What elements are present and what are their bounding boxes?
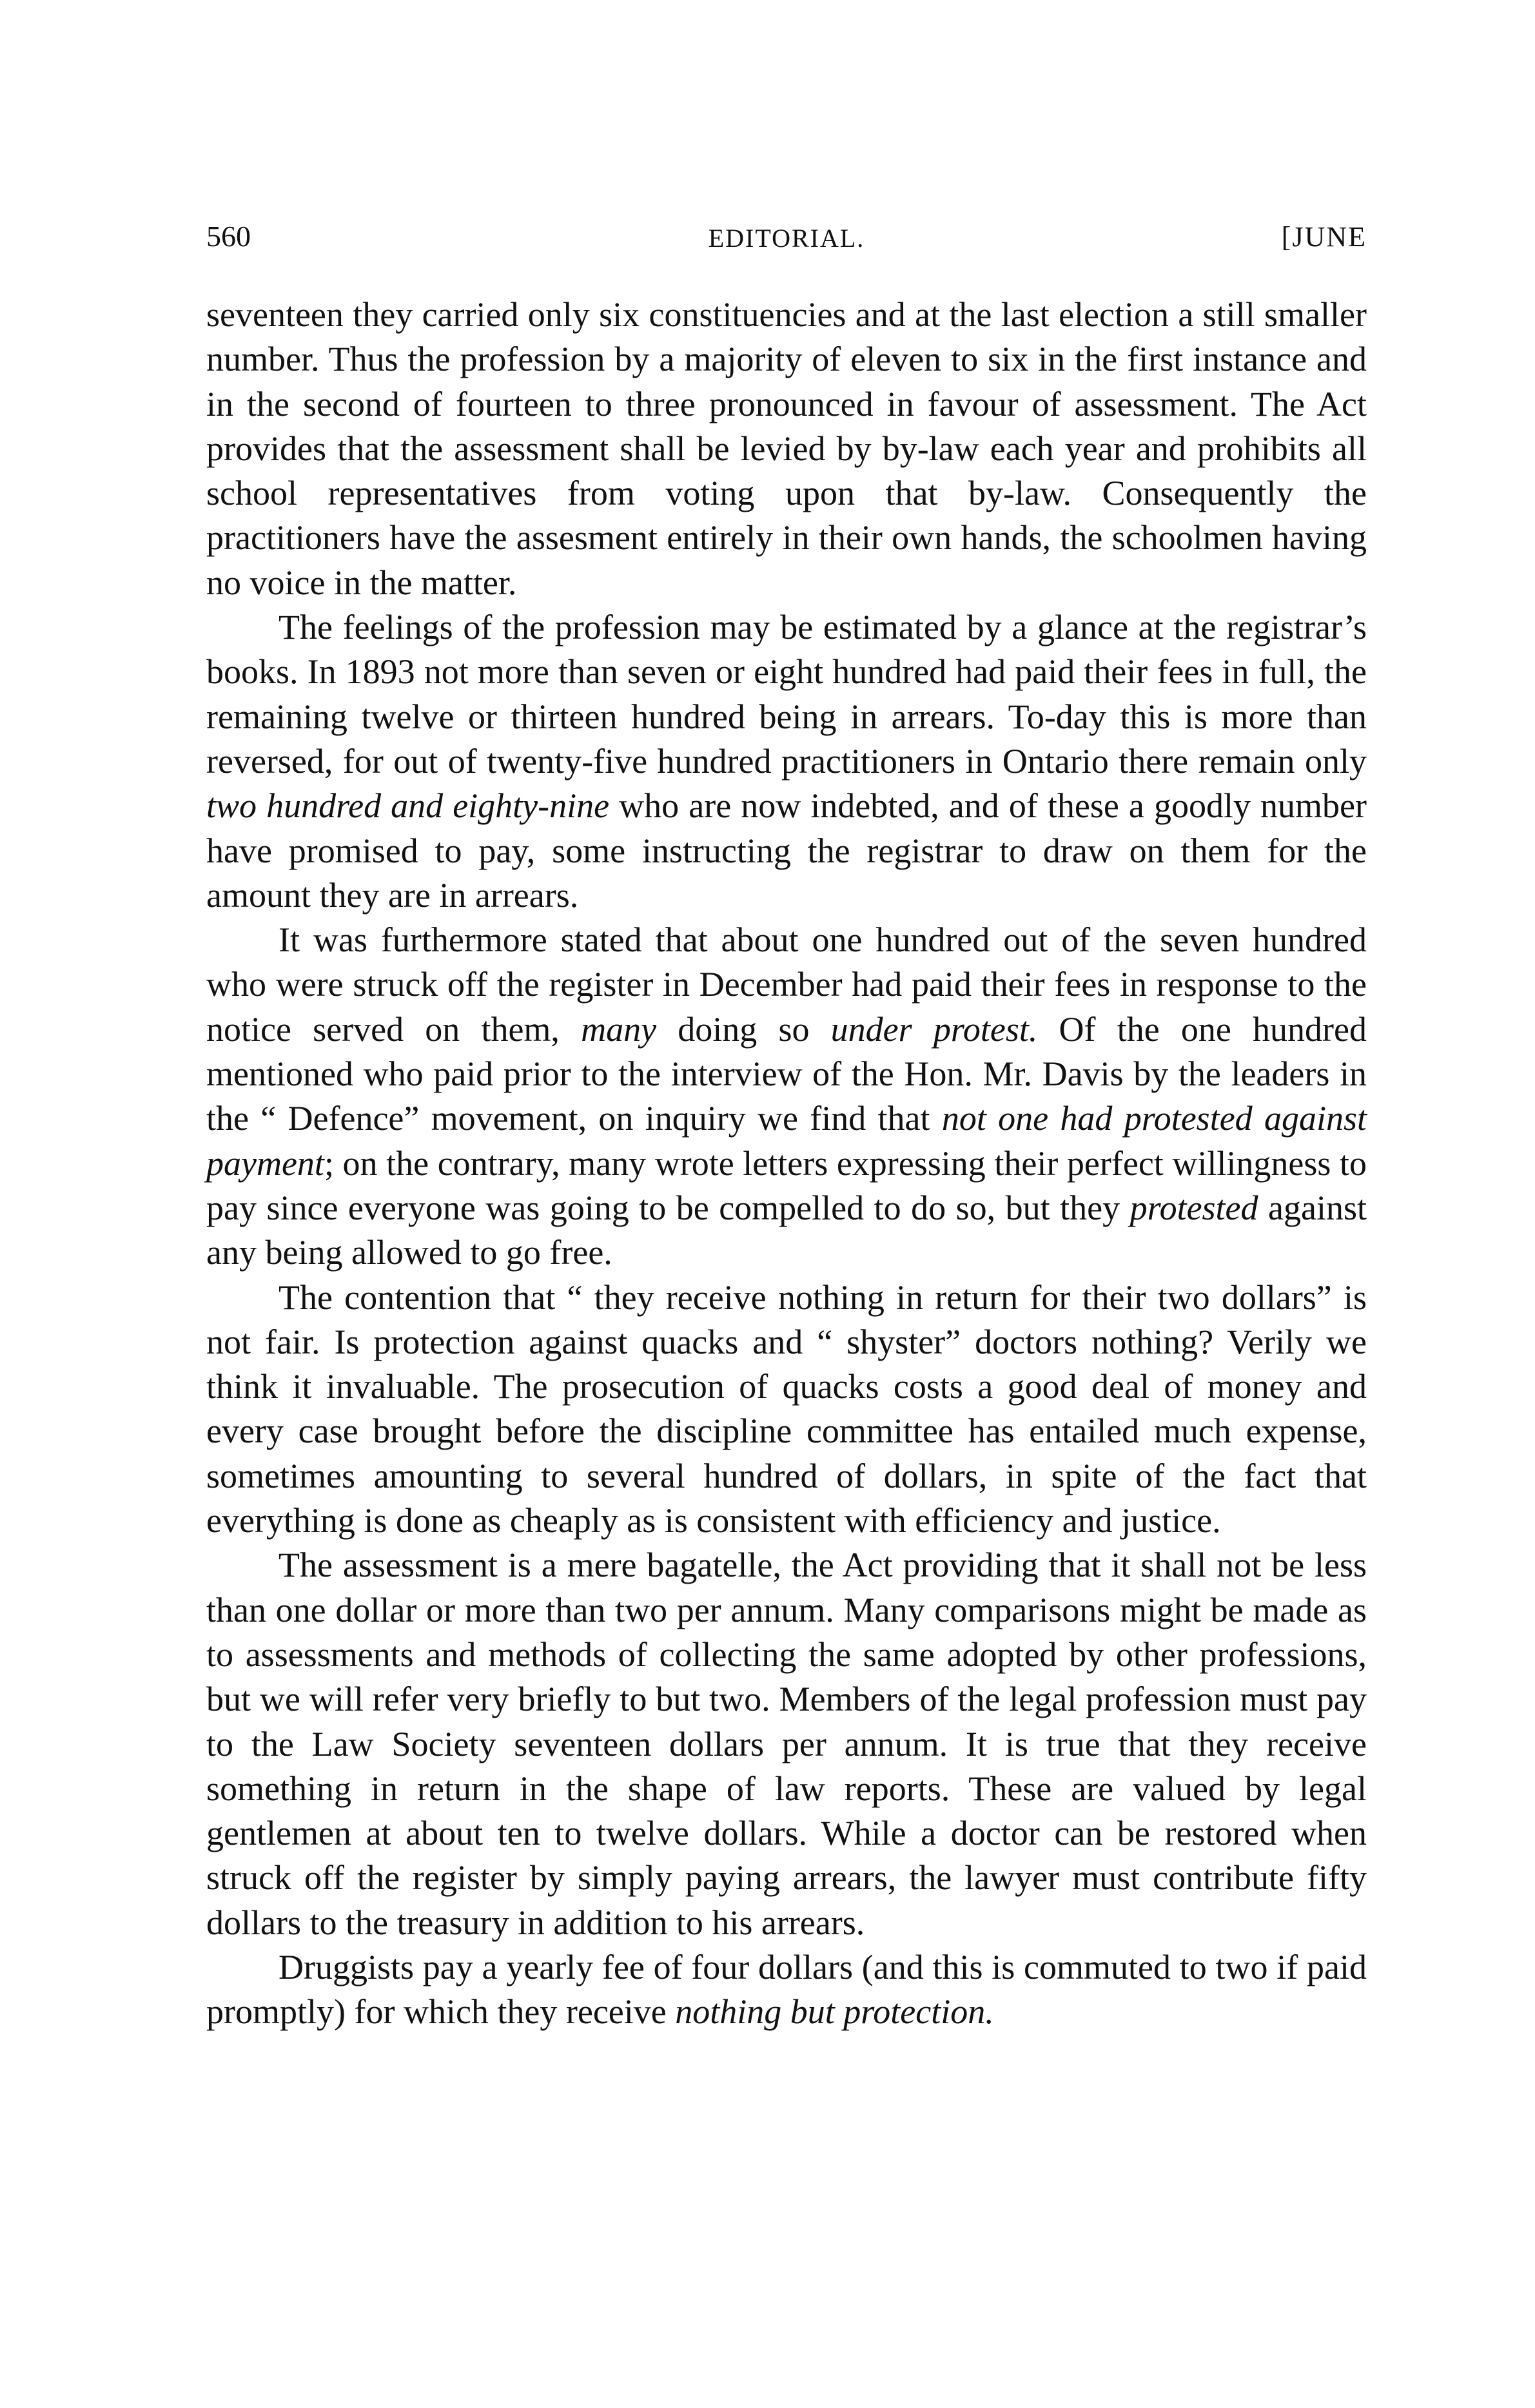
text-run: ; on the contrary, many wrote letters expressing their perfect willingness to pay since everyone was going to be compelled to do so, but they bbox=[206, 1143, 1367, 1227]
italic-text: two hundred and eighty-nine bbox=[206, 786, 610, 826]
italic-text: not one had protested against payment bbox=[206, 1099, 1367, 1183]
italic-text: protested bbox=[1129, 1188, 1258, 1227]
italic-text: under protest. bbox=[830, 1009, 1038, 1049]
text-run: against any being allowed to go free. bbox=[206, 1188, 1367, 1272]
text-run: The assessment is a mere bagatelle, the Act providing that it shall not be less than one dollar or more than two per annum. Many comparisons might be made as to assessments and methods of collecting the same adopted by other professions, but we will refer very briefly to but two. Members of the legal profession must pay to the Law Society seventeen dollars per annum. It is true that they receive something in return in the shape of law reports. These are valued by legal gentlemen at about ten to twelve dollars. While a doctor can be restored when struck off the register by simply paying arrears, the lawyer must contribute fifty dollars to the treasury in addition to his arrears. bbox=[206, 1546, 1367, 1942]
text-run: The feelings of the profession may be estimated by a glance at the registrar’s books. In 1893 not more than seven or eight hundred had paid their fees in full, the remaining twelve or thirteen hundred being in arrears. To-day this is more than reversed, for out of twenty-five hundred practitioners in Ontario there remain only bbox=[206, 608, 1367, 781]
book-page bbox=[206, 219, 1367, 2035]
month-label: [JUNE bbox=[1281, 221, 1367, 253]
running-head bbox=[206, 219, 1367, 264]
paragraph-3 bbox=[206, 918, 1367, 1275]
editorial-body bbox=[206, 293, 1367, 2035]
italic-text: many bbox=[581, 1009, 657, 1049]
text-run: Of the one hundred mentioned who paid prior to the interview of the Hon. Mr. Davis by the leaders in the “ Defence” movement, on inquiry we find that bbox=[206, 1009, 1367, 1138]
paragraph-1 bbox=[206, 293, 1367, 605]
italic-text: nothing but protection. bbox=[675, 1992, 994, 2032]
text-run: doing so bbox=[656, 1009, 831, 1049]
paragraph-5 bbox=[206, 1543, 1367, 1945]
paragraph-6 bbox=[206, 1945, 1367, 2035]
section-title: EDITORIAL. bbox=[708, 224, 865, 253]
text-run: who are now indebted, and of these a goodly number have promised to pay, some instructing the registrar to draw on them for the amount they are in arrears. bbox=[206, 786, 1367, 915]
text-run: It was furthermore stated that about one hundred out of the seven hundred who were struck off the register in December had paid their fees in response to the notice served on them, bbox=[206, 920, 1367, 1049]
paragraph-2 bbox=[206, 605, 1367, 918]
text-run: seventeen they carried only six constituencies and at the last election a still smaller number. Thus the profession by a majority of eleven to six in the first instance and in the second of fourteen to three pronounced in favour of assessment. The Act provides that the assessment shall be levied by by-law each year and prohibits all school representatives from voting upon that by-law. Consequently the practitioners have the assesment entirely in their own hands, the schoolmen having no voice in the matter. bbox=[206, 295, 1367, 602]
text-run: The contention that “ they receive nothing in return for their two dollars” is not fair. Is protection against quacks and “ shyster” doctors nothing? Verily we think it invaluable. The prosecution of quacks costs a good deal of money and every case brought before the discipline committee has entailed much expense, sometimes amounting to several hundred of dollars, in spite of the fact that everything is done as cheaply as is consistent with efficiency and justice. bbox=[206, 1277, 1367, 1540]
page-number: 560 bbox=[206, 220, 251, 253]
paragraph-4 bbox=[206, 1276, 1367, 1544]
text-run: Druggists pay a yearly fee of four dollars (and this is commuted to two if paid promptly) for which they receive bbox=[206, 1947, 1367, 2032]
